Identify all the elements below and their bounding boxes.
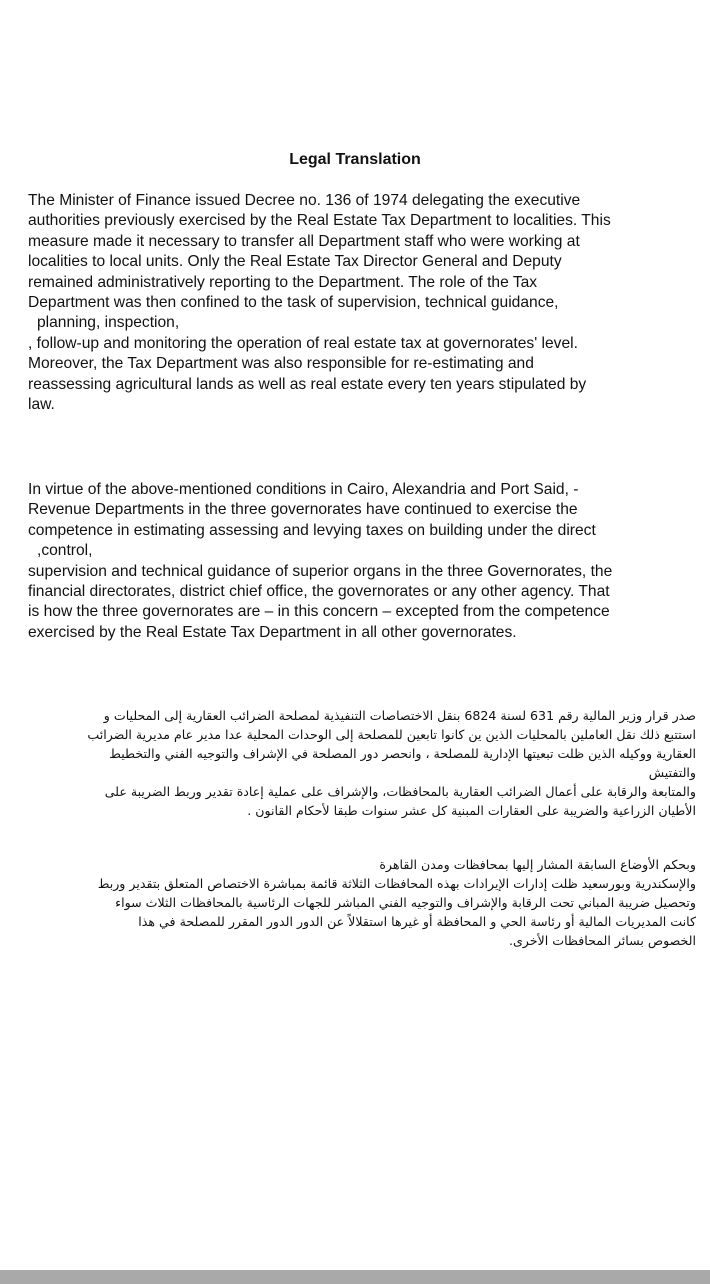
text-line: exercised by the Real Estate Tax Department in all other governorates.: [28, 623, 517, 641]
text-line: planning, inspection,: [37, 314, 180, 332]
text-line: law.: [28, 396, 55, 414]
text-line: صدر قرار وزير المالية رقم 631 لسنة 6824 بنقل الاختصاصات التنفيذية لمصلحة الضرائب العقارية إلى المحليات و: [103, 708, 696, 723]
text-line: والإسكندرية وبورسعيد ظلت إدارات الإيرادات بهذه المحافظات الثلاثة قائمة بمباشرة الاختصاص المتعلق بتقدير وربط: [97, 876, 696, 891]
text-line: والتفتيش: [648, 765, 696, 780]
text-line: Department was then confined to the task of supervision, technical guidance,: [28, 294, 559, 312]
english-paragraph-2: [28, 480, 694, 643]
text-line: وتحصيل ضريبة المباني تحت الرقابة والإشراف والتوجيه الفني المباشر للجهات الرئاسية بالمحافظات الثلاث سواء: [115, 895, 696, 910]
text-line: The Minister of Finance issued Decree no. 136 of 1974 delegating the executive: [28, 192, 581, 209]
document-title: Legal Translation: [289, 151, 421, 168]
arabic-paragraph-1: [14, 706, 696, 820]
text-line: Revenue Departments in the three governorates have continued to exercise the: [28, 501, 578, 519]
text-line: , follow-up and monitoring the operation of real estate tax at governorates' level.: [28, 334, 578, 352]
text-line: الخصوص بسائر المحافظات الأخرى.: [508, 933, 696, 948]
text-line: localities to local units. Only the Real Estate Tax Director General and Deputy: [28, 253, 562, 271]
text-line: كانت المديريات المالية أو رئاسة الحي و المحافظة أو غيرها استقلالاً عن الدور الدور المقرر للمصلحة في هذا: [138, 914, 696, 929]
text-line: ,control,: [37, 542, 93, 560]
text-line: والمتابعة والرقابة على أعمال الضرائب العقارية بالمحافظات، والإشراف على عملية إعادة تقدير وربط الضريبة على: [104, 784, 696, 799]
text-line: Moreover, the Tax Department was also responsible for re-estimating and: [28, 355, 534, 373]
text-line: الأطيان الزراعية والضريبة على العقارات المبنية كل عشر سنوات طبقا لأحكام القانون .: [247, 803, 696, 818]
text-line: remained administratively reporting to the Department. The role of the Tax: [28, 273, 538, 291]
text-line: استتبع ذلك نقل العاملين بالمحليات الذين ين كانوا تابعين للمصلحة إلى الوحدات المحلية عدا مدير عام مديرية الضرائب: [87, 727, 696, 742]
text-line: authorities previously exercised by the Real Estate Tax Department to localities. This: [28, 212, 611, 230]
text-line: is how the three governorates are – in this concern – excepted from the competence: [28, 603, 610, 621]
bottom-bar: [0, 1270, 710, 1284]
text-line: competence in estimating assessing and levying taxes on building under the direct: [28, 521, 596, 539]
text-line: reassessing agricultural lands as well as real estate every ten years stipulated by: [28, 375, 587, 393]
text-line: supervision and technical guidance of superior organs in the three Governorates, the: [28, 562, 613, 580]
text-line: In virtue of the above-mentioned conditions in Cairo, Alexandria and Port Said, -: [28, 481, 579, 498]
text-line: measure made it necessary to transfer all Department staff who were working at: [28, 232, 580, 250]
arabic-paragraph-2: [14, 855, 696, 950]
english-paragraph-1: [28, 191, 694, 415]
text-line: financial directorates, district chief office, the governorates or any other agency. That: [28, 583, 610, 601]
text-line: وبحكم الأوضاع السابقة المشار إليها بمحافظات ومدن القاهرة: [379, 857, 696, 872]
text-line: العقارية ووكيله الذين ظلت تبعيتها الإدارية للمصلحة ، وانحصر دور المصلحة في الإشراف والتوجيه الفني والتخطيط: [109, 746, 696, 761]
